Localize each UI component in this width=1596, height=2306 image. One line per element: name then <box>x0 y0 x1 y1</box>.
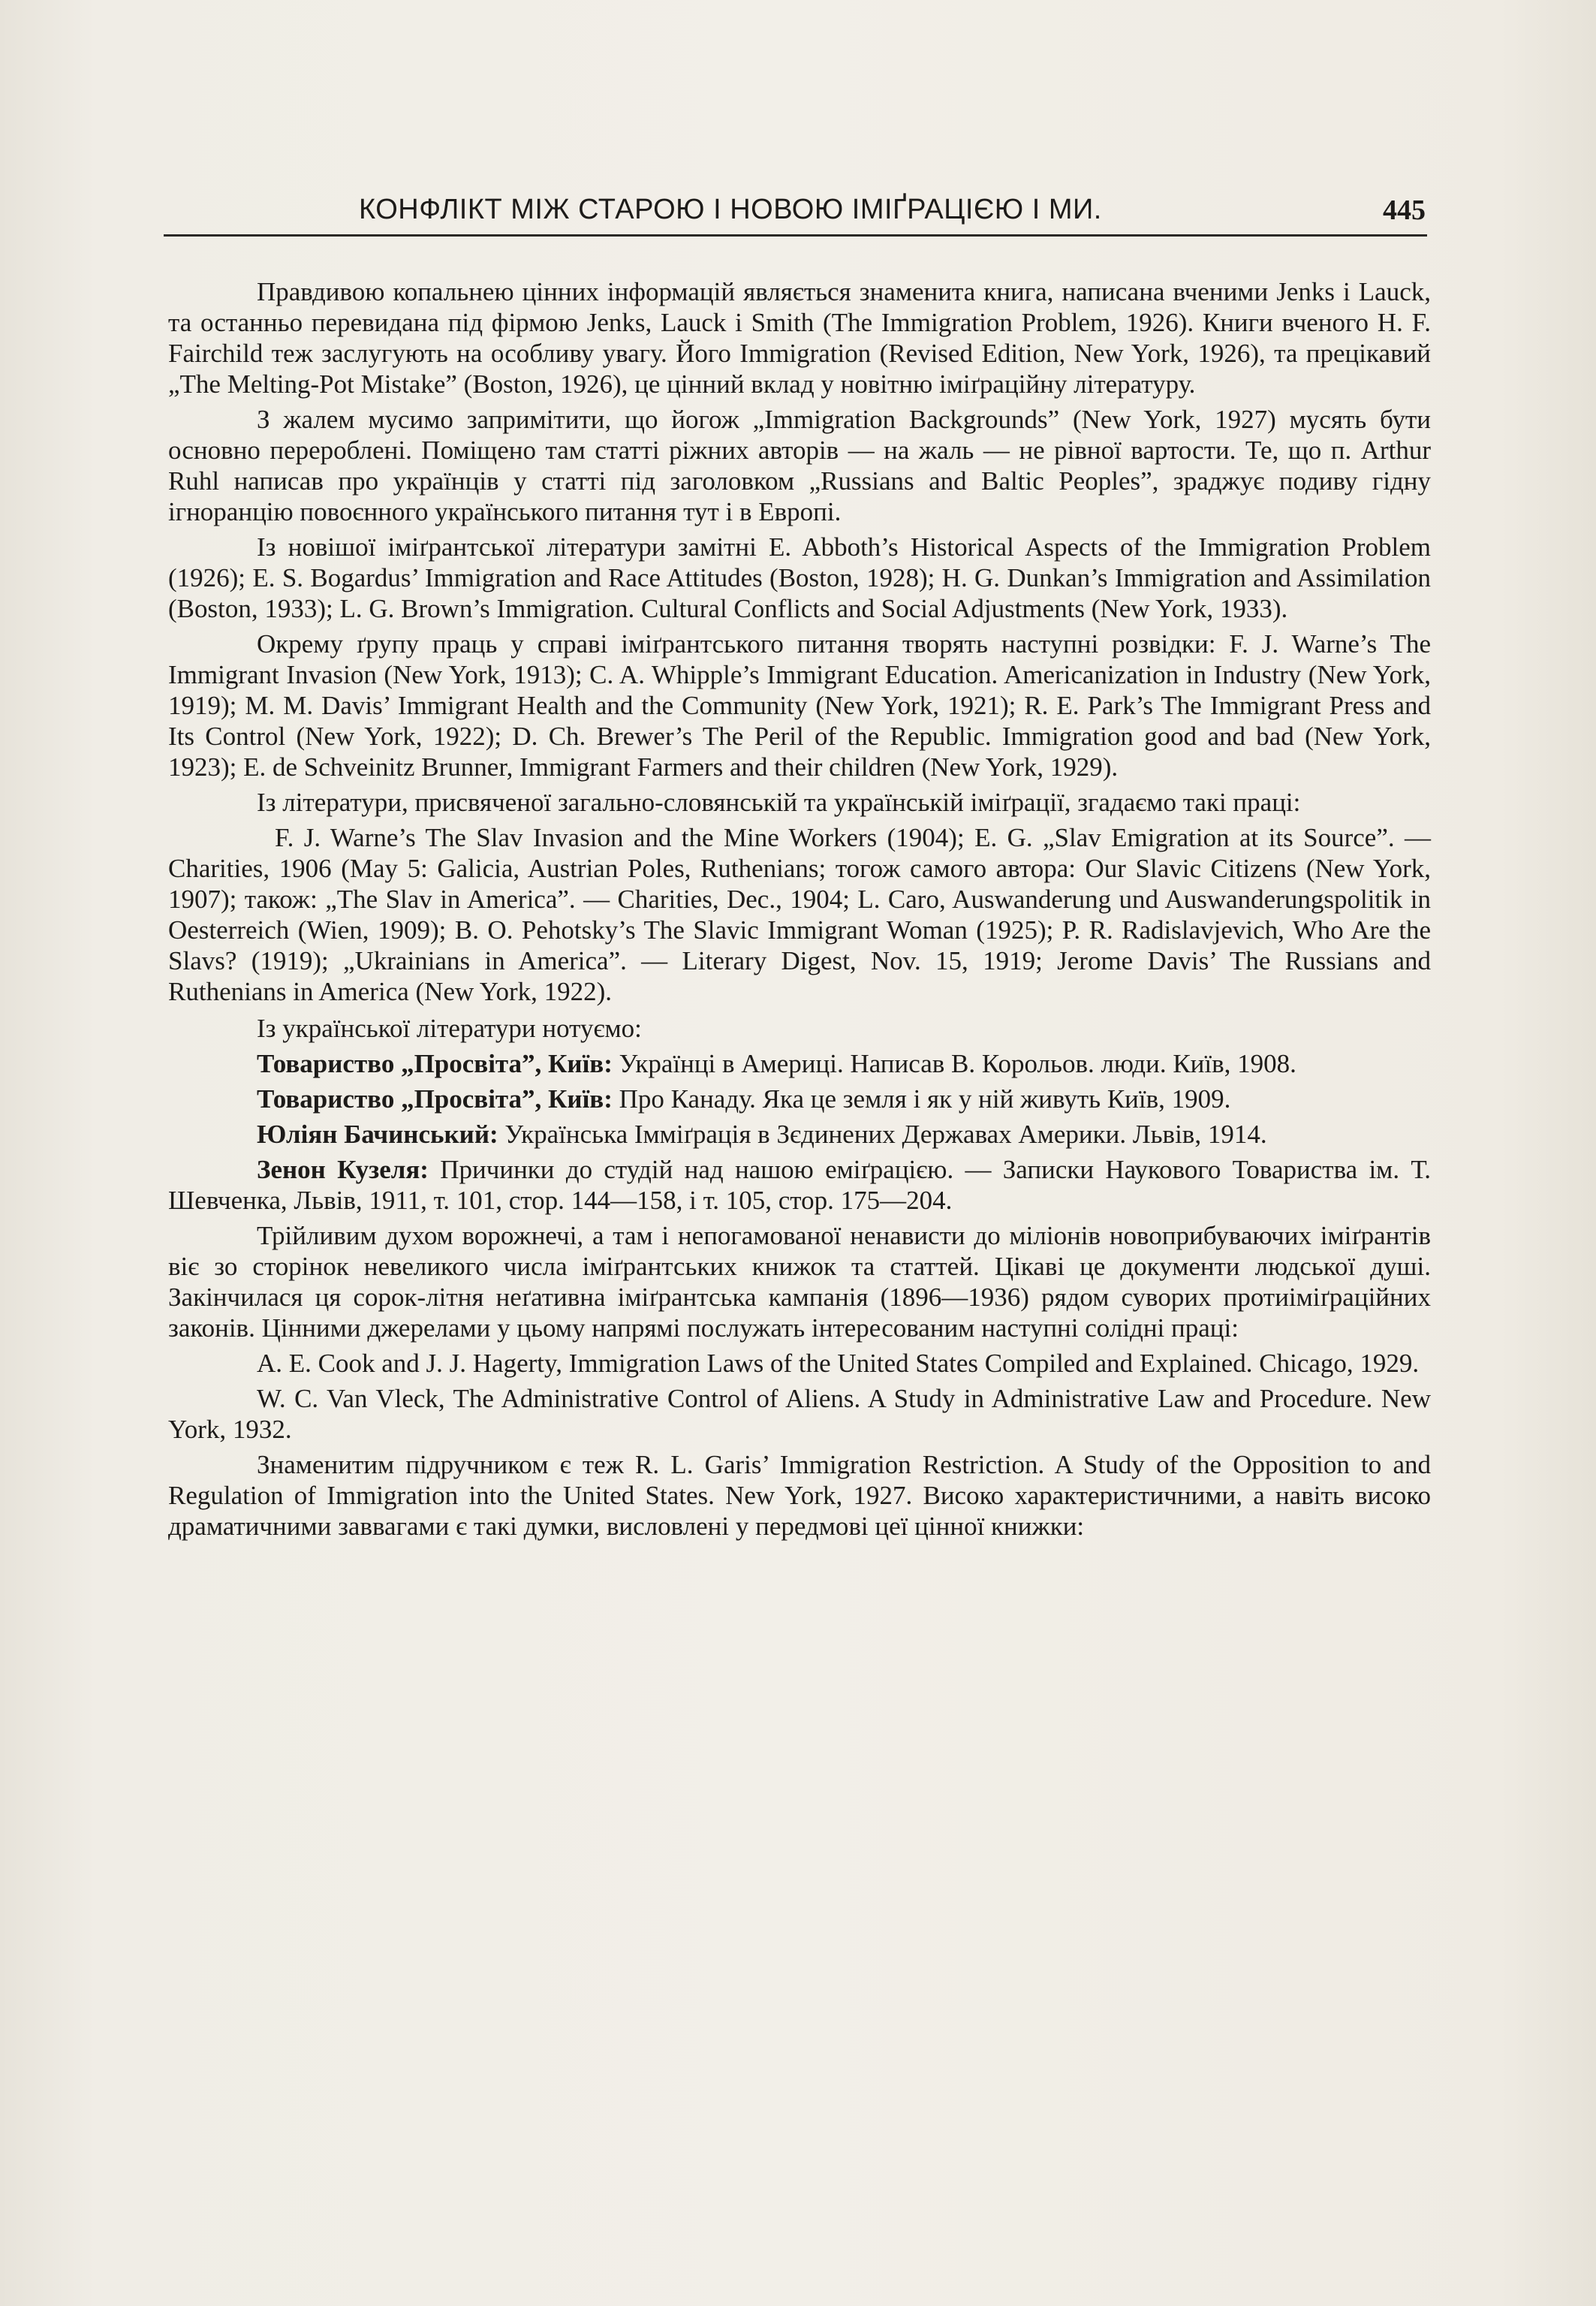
ukr-ref-item <box>168 1084 1431 1114</box>
running-title: КОНФЛІКТ МІЖ СТАРОЮ І НОВОЮ ІМІҐРАЦІЄЮ І МИ. <box>359 194 1102 225</box>
ukr-ref-author: Товариство „Просвіта”, Київ: <box>257 1049 613 1078</box>
ukr-ref-item <box>168 1048 1431 1079</box>
law-ref-cook-hagerty: A. E. Cook and J. J. Hagerty, Immigration Laws of the United States Compiled and Explained. Chicago, 1929. <box>257 1349 1420 1378</box>
ukr-ref-author: Зенон Кузеля: <box>257 1155 429 1184</box>
ukr-ref-item <box>168 1154 1431 1216</box>
paragraph-immigrant-question-works: Окрему ґрупу праць у справі іміґрантського питання творять наступні розвідки: F. J. Warne’s The Immigrant Invasion (New York, 1913); C. A. Whipple’s Immigrant Education. Americanization in Industry (New York, 1919); M. M. Davis’ Immigrant Health and the Community (New York, 1921); R. E. Park’s The Immigrant Press and Its Control (New York, 1922); D. Ch. Brewer’s The Peril of the Republic. Immigration good and bad (New York, 1923); E. de Schveinitz Brunner, Immigrant Farmers and their children (New York, 1929). <box>168 629 1431 782</box>
ukr-ref-title: Українська Імміґрація в Зєдинених Державах Америки. Львів, 1914. <box>498 1120 1267 1149</box>
ukr-ref-title: Про Канаду. Яка це земля і як у ній живуть Київ, 1909. <box>612 1084 1231 1114</box>
ukr-ref-item <box>168 1119 1431 1150</box>
ukrainian-literature-intro: Із української літератури нотуємо: <box>257 1014 642 1043</box>
paragraph-slavic-intro: Із літератури, присвяченої загально-словянській та українській іміґрації, згадаємо такі праці: <box>257 788 1301 817</box>
law-ref-van-vleck: W. C. Van Vleck, The Administrative Control of Aliens. A Study in Administrative Law and Procedure. New York, 1932. <box>168 1384 1431 1444</box>
ukr-ref-title: Причинки до студій над нашою еміґрацією. — Записки Наукового Товариства ім. Т. Шевченка, Львів, 1911, т. 101, стор. 144—158, і т. 105, стор. 175—204. <box>168 1155 1431 1215</box>
ukr-ref-author: Юліян Бачинський: <box>257 1120 498 1149</box>
ukr-ref-title: Українці в Америці. Написав В. Корольов. люди. Київ, 1908. <box>612 1049 1296 1078</box>
paragraph-garis-restriction: Знаменитим підручником є теж R. L. Garis’ Immigration Restriction. A Study of the Opposition to and Regulation of Immigration into the United States. New York, 1927. Високо характеристичними, а навіть високо драматичними заввагами є такі думки, висловлені у передмові цеї цінної книжки: <box>168 1450 1431 1541</box>
paragraph-immigration-laws: Трійливим духом ворожнечі, а там і непогамованої ненависти до міліонів новоприбуваючих іміґрантів віє зо сторінок невеликого числа іміґрантських книжок та статтей. Цікаві це документи людської душі. Закінчилася ця сорок-літня неґативна іміґрантська кампанія (1896—1936) рядом суворих протиіміґраційних законів. Цінними джерелами у цьому напрямі послужать інтересованим наступні солідні праці: <box>168 1221 1431 1343</box>
page-body <box>168 276 1431 1546</box>
paragraph-immigration-backgrounds: З жалем мусимо запримітити, що йогож „Immigration Backgrounds” (New York, 1927) мусять бути основно перероблені. Поміщено там статті ріжних авторів — на жаль — не рівної вартости. Те, що п. Arthur Ruhl написав про українців у статті під заголовком „Russians and Baltic Peoples”, зраджує подиву гідну ігноранцію повоєнного українського питання тут і в Европі. <box>168 405 1431 526</box>
ukr-ref-author: Товариство „Просвіта”, Київ: <box>257 1084 613 1114</box>
slavic-bibliography: F. J. Warne’s The Slav Invasion and the Mine Workers (1904); E. G. „Slav Emigration at its Source”. — Charities, 1906 (May 5: Galicia, Austrian Poles, Ruthenians; тогож самого автора: Our Slavic Citizens (New York, 1907); також: „The Slav in America”. — Charities, Dec., 1904; L. Caro, Auswanderung und Auswanderungspolitik in Oesterreich (Wien, 1909); B. O. Pehotsky’s The Slavic Immigrant Woman (1925); P. R. Radislavjevich, Who Are the Slavs? (1919); „Ukrainians in America”. — Literary Digest, Nov. 15, 1919; Jerome Davis’ The Russians and Ruthenians in America (New York, 1922). <box>168 823 1431 1006</box>
page-number: 445 <box>1383 194 1426 226</box>
paragraph-jenks-lauck: Правдивою копальнею цінних інформацій являється знаменита книга, написана вченими Jenks і Lauck, та останньо перевидана під фірмою Jenks, Lauck і Smith (The Immigration Problem, 1926). Книги вченого H. F. Fairchild теж заслугують на особливу увагу. Його Immigration (Revised Edition, New York, 1926), та прецікавий „The Melting-Pot Mistake” (Boston, 1926), це цінний вклад у новітню іміґраційну літературу. <box>168 277 1431 399</box>
page-header <box>164 189 1427 237</box>
paragraph-newer-literature: Із новішої іміґрантської літератури замітні E. Abboth’s Historical Aspects of the Immigration Problem (1926); E. S. Bogardus’ Immigration and Race Attitudes (Boston, 1928); H. G. Dunkan’s Immigration and Assimilation (Boston, 1933); L. G. Brown’s Immigration. Cultural Conflicts and Social Adjustments (New York, 1933). <box>168 532 1431 623</box>
